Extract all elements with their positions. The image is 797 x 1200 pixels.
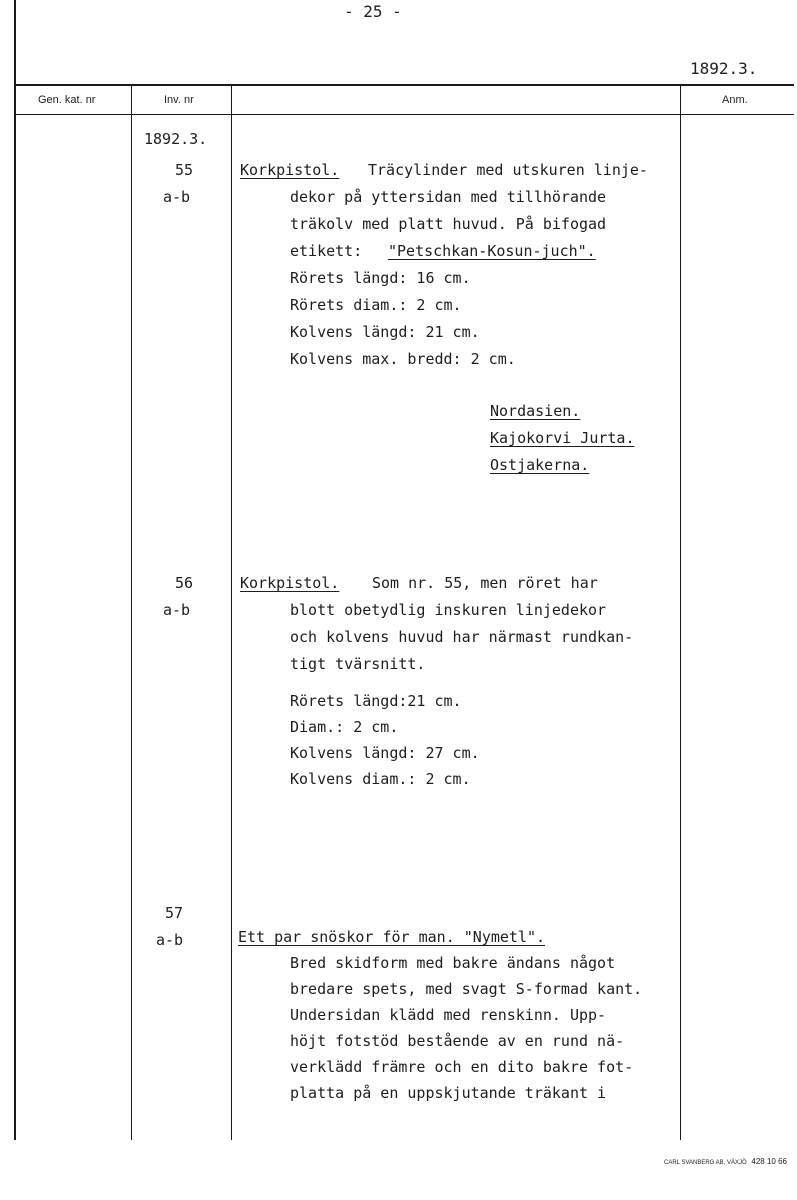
entry-56-part: a-b xyxy=(163,601,191,619)
column-rule-3 xyxy=(680,84,681,1140)
printer-name: CARL SVANBERG AB, VÄXJÖ xyxy=(664,1160,747,1166)
entry-55-inv: 55 xyxy=(175,161,194,179)
entry-56-line: Rörets längd:21 cm. xyxy=(290,692,462,710)
entry-56-inv: 56 xyxy=(175,574,194,592)
entry-55-line: Kolvens max. bredd: 2 cm. xyxy=(290,350,516,368)
entry-55-line: Träcylinder med utskuren linje- xyxy=(368,161,648,179)
column-rule-1 xyxy=(131,84,132,1140)
page-number: - 25 - xyxy=(344,2,402,21)
inv-series-label: 1892.3. xyxy=(144,130,208,148)
entry-56-line: och kolvens huvud har närmast rundkan- xyxy=(290,628,634,646)
header-gen-kat: Gen. kat. nr xyxy=(38,94,96,106)
entry-55-title: Korkpistol. xyxy=(240,161,340,179)
entry-55-line: Rörets diam.: 2 cm. xyxy=(290,296,462,314)
entry-55-line: etikett: xyxy=(290,242,363,260)
printer-imprint xyxy=(664,1157,787,1166)
entry-55-origin: Nordasien. xyxy=(490,402,581,420)
entry-56-line: Som nr. 55, men röret har xyxy=(372,574,598,592)
entry-55-line: dekor på yttersidan med tillhörande xyxy=(290,188,607,206)
column-rule-2 xyxy=(231,84,232,1140)
entry-57-title: Ett par snöskor för man. "Nymetl". xyxy=(238,928,546,946)
entry-57-part: a-b xyxy=(156,931,184,949)
entry-57-line: platta på en uppskjutande träkant i xyxy=(290,1084,607,1102)
header-inv: Inv. nr xyxy=(164,94,194,106)
header-anm: Anm. xyxy=(722,94,748,106)
entry-55-line: Kolvens längd: 21 cm. xyxy=(290,323,480,341)
entry-57-line: Undersidan klädd med renskinn. Upp- xyxy=(290,1006,607,1024)
entry-57-inv: 57 xyxy=(165,904,184,922)
entry-55-part: a-b xyxy=(163,188,191,206)
entry-55-line: träkolv med platt huvud. På bifogad xyxy=(290,215,607,233)
entry-57-line: bredare spets, med svagt S-formad kant. xyxy=(290,980,643,998)
entry-56-line: Kolvens längd: 27 cm. xyxy=(290,744,480,762)
entry-55-origin: Kajokorvi Jurta. xyxy=(490,429,635,447)
entry-56-line: tigt tvärsnitt. xyxy=(290,655,426,673)
entry-55-line: Rörets längd: 16 cm. xyxy=(290,269,471,287)
entry-56-line: Diam.: 2 cm. xyxy=(290,718,399,736)
entry-55-label-quote: "Petschkan-Kosun-juch". xyxy=(388,242,596,260)
entry-56-line: Kolvens diam.: 2 cm. xyxy=(290,770,471,788)
left-margin-rule xyxy=(14,0,16,1140)
form-code: 428 10 66 xyxy=(751,1157,787,1166)
entry-57-line: Bred skidform med bakre ändans något xyxy=(290,954,616,972)
entry-57-line: höjt fotstöd bestående av en rund nä- xyxy=(290,1032,625,1050)
entry-57-line: verklädd främre och en dito bakre fot- xyxy=(290,1058,634,1076)
entry-56-title: Korkpistol. xyxy=(240,574,340,592)
entry-55-origin: Ostjakerna. xyxy=(490,456,590,474)
series-number: 1892.3. xyxy=(690,59,758,78)
entry-56-line: blott obetydlig inskuren linjedekor xyxy=(290,601,607,619)
